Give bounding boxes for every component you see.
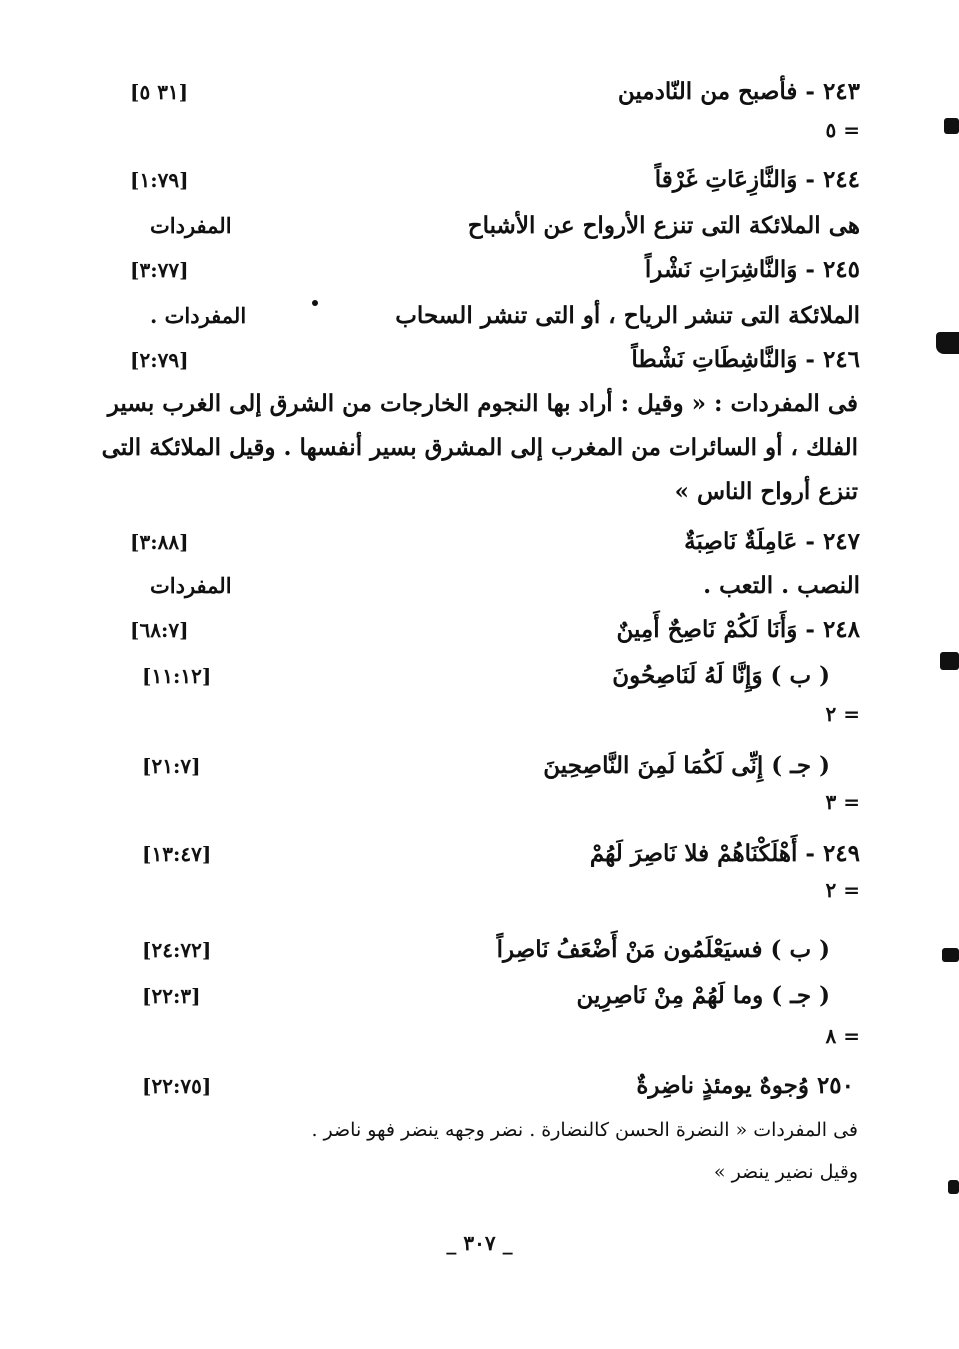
scan-artifact — [948, 1180, 959, 1194]
commentary-line — [107, 384, 858, 424]
verse-reference: [١٣:٤٧] — [142, 842, 212, 866]
commentary-text: فى المفردات : « وقيل : أراد بها النجوم الخارجات من الشرق إلى الغرب بسير — [107, 390, 858, 417]
commentary-line — [132, 472, 858, 512]
verse-reference: [٣:٨٨] — [130, 530, 189, 554]
gloss-line — [130, 296, 860, 336]
entry-text: ( جـ ) إِنِّى لَكُمَا لَمِنَ النَّاصِحِينَ — [543, 752, 830, 779]
entry-249 — [130, 834, 860, 874]
commentary-line — [132, 1110, 858, 1150]
entry-text: ٢٤٩ - أَهْلَكْنَاهُمْ فلا نَاصِرَ لَهُمْ — [589, 840, 860, 867]
sub-entry-b — [130, 656, 860, 696]
entry-text: ( جـ ) وما لَهُمْ مِنْ نَاصِرِين — [576, 982, 830, 1009]
scan-artifact — [940, 652, 959, 670]
source-label: المفردات . — [150, 303, 247, 328]
gloss-line — [130, 206, 860, 246]
commentary-line — [101, 428, 858, 468]
count-text: = ٢ — [825, 878, 860, 902]
entry-243 — [130, 72, 860, 112]
entry-text: ( ب ) فسيَعْلَمُون مَنْ أَضْعَفُ نَاصِراً — [496, 936, 830, 963]
gloss-text: هى الملائكة التى تنزع الأرواح عن الأشباح — [467, 212, 860, 239]
gloss-text: الملائكة التى تنشر الرياح ، أو التى تنشر السحاب — [395, 302, 860, 329]
entry-248 — [130, 610, 860, 650]
verse-reference: [٣١ ٥] — [130, 80, 189, 104]
occurrence-count — [130, 782, 860, 822]
occurrence-count — [130, 1016, 860, 1056]
source-label: المفردات — [150, 213, 232, 238]
entry-text: ٢٤٤ - وَالنَّازِعَاتِ غَرْقاً — [654, 166, 860, 193]
count-text: = ٨ — [825, 1024, 860, 1048]
entry-text: ٢٤٦ - وَالنَّاشِطَاتِ نَشْطاً — [631, 346, 860, 373]
commentary-text: فى المفردات « النضرة الحسن كالنضارة . نضر وجهه ينضر فهو ناضر . — [311, 1119, 858, 1141]
entry-text: ٢٥٠ وُجوهٌ يومئذٍ ناضِرةٌ — [636, 1072, 854, 1099]
sub-entry-b — [130, 930, 860, 970]
gloss-text: النصب . التعب . — [703, 572, 860, 599]
commentary-text: وقيل نضير ينضر » — [713, 1161, 858, 1183]
page-number: _ ٣٠٧ _ — [446, 1231, 513, 1255]
verse-reference: [٢٢:٣] — [142, 984, 201, 1008]
entry-text: ٢٤٨ - وَأَنَا لَكُمْ نَاصِحٌ أَمِينٌ — [616, 616, 860, 643]
entry-text: ( ب ) وَإِنَّا لَهُ لَنَاصِحُونَ — [612, 662, 830, 689]
verse-reference: [١:٧٩] — [130, 168, 189, 192]
scan-artifact — [942, 948, 959, 962]
entry-text: ٢٤٧ - عَامِلَةٌ نَاصِبَةٌ — [684, 528, 860, 555]
scan-artifact — [312, 300, 318, 306]
entry-245 — [130, 250, 860, 290]
entry-244 — [130, 160, 860, 200]
commentary-line — [132, 1152, 858, 1192]
verse-reference: [٢:٧٩] — [130, 348, 189, 372]
sub-entry-c — [130, 746, 860, 786]
verse-reference: [٦٨:٧] — [130, 618, 189, 642]
verse-reference: [٢٤:٧٢] — [142, 938, 212, 962]
scan-artifact — [944, 118, 959, 134]
count-text: = ٢ — [825, 702, 860, 726]
entry-246 — [130, 340, 860, 380]
verse-reference: [٢٢:٧٥] — [142, 1074, 212, 1098]
entry-247 — [130, 522, 860, 562]
gloss-line — [130, 566, 860, 606]
commentary-text: تنزع أرواح الناس » — [674, 478, 858, 505]
verse-reference: [١١:١٢] — [142, 664, 212, 688]
verse-reference: [٢١:٧] — [142, 754, 201, 778]
source-label: المفردات — [150, 573, 232, 598]
occurrence-count — [130, 694, 860, 734]
scan-artifact — [936, 332, 959, 354]
sub-entry-c — [130, 976, 860, 1016]
entry-text: ٢٤٣ - فأصبح من النّادمين — [617, 78, 860, 105]
entry-250 — [130, 1066, 860, 1106]
verse-reference: [٣:٧٧] — [130, 258, 189, 282]
entry-text: ٢٤٥ - وَالنَّاشِرَاتِ نَشْراً — [644, 256, 860, 283]
occurrence-count — [130, 870, 860, 910]
occurrence-count — [130, 110, 860, 150]
count-text: = ٣ — [825, 790, 860, 814]
count-text: = ٥ — [825, 118, 860, 142]
commentary-text: الفلك ، أو السائرات من المغرب إلى المشرق بسير أنفسها . وقيل الملائكة التى — [101, 434, 858, 461]
